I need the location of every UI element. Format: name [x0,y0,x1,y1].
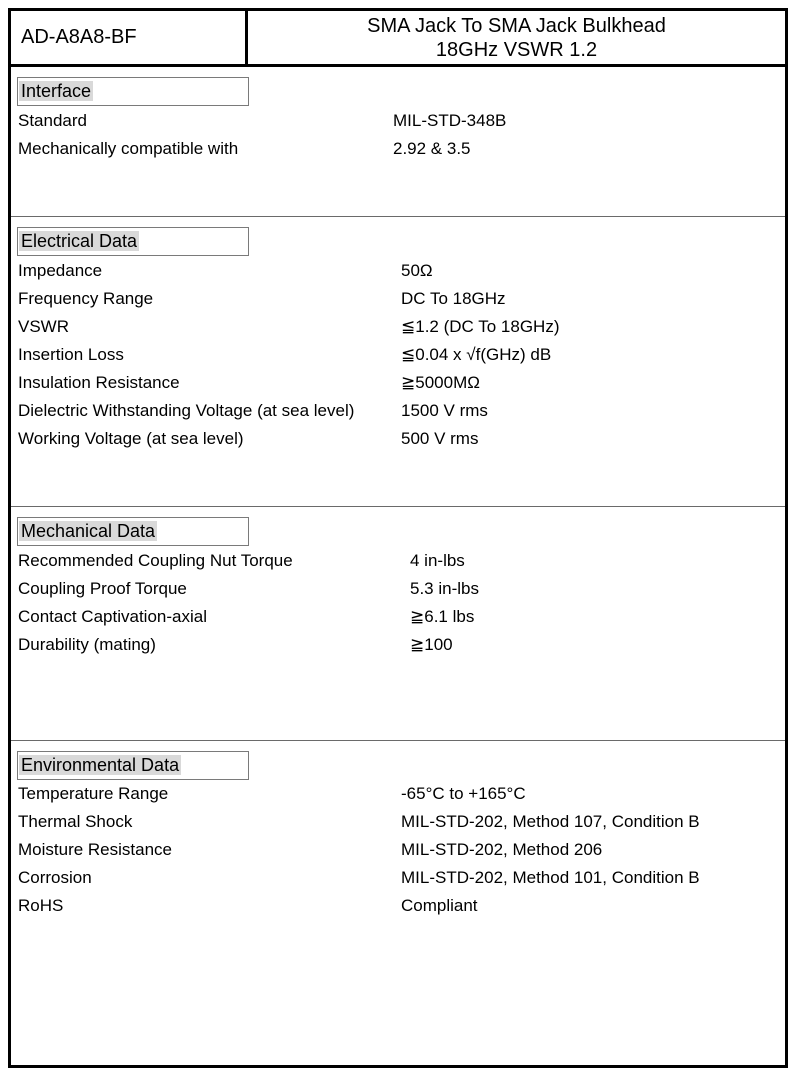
spec-label: VSWR [18,317,69,336]
spec-value: 2.92 & 3.5 [393,139,471,158]
spec-label: Corrosion [18,868,92,887]
spec-label: Insulation Resistance [18,373,180,392]
spec-value: 4 in-lbs [410,551,465,570]
spec-row [11,808,785,836]
spec-row [11,313,785,341]
electrical-section-title: Electrical Data [17,227,249,256]
spec-row [11,285,785,313]
spec-row [11,369,785,397]
spec-sheet [8,8,788,1068]
spec-label: Impedance [18,261,103,280]
mechanical-section [11,507,785,741]
spec-value: 50Ω [401,261,433,280]
spec-value: ≧5000MΩ [401,373,480,392]
spec-value: 5.3 in-lbs [410,579,479,598]
spec-label: RoHS [18,896,64,915]
electrical-section [11,217,785,507]
spec-row [11,892,785,920]
spec-value: ≧100 [410,635,453,654]
spec-label: Insertion Loss [18,345,124,364]
spec-label: Contact Captivation-axial [18,607,207,626]
product-title-line1: SMA Jack To SMA Jack Bulkhead [367,15,666,37]
spec-row [11,341,785,369]
spec-value: ≦1.2 (DC To 18GHz) [401,317,560,336]
spec-value: DC To 18GHz [401,289,506,308]
environmental-section-title: Environmental Data [17,751,249,780]
spec-row [11,575,785,603]
spec-value: 1500 V rms [401,401,488,420]
spec-label: Coupling Proof Torque [18,579,187,598]
spec-label: Thermal Shock [18,812,133,831]
spec-value: MIL-STD-202, Method 107, Condition B [401,812,700,831]
spec-row [11,631,785,659]
spec-label: Frequency Range [18,289,154,308]
product-title [248,11,785,64]
spec-value: MIL-STD-202, Method 206 [401,840,603,859]
product-title-line2: 18GHz VSWR 1.2 [435,39,598,61]
spec-row [11,425,785,453]
spec-row [11,547,785,575]
spec-label: Working Voltage (at sea level) [18,429,244,448]
spec-row [11,397,785,425]
spec-value: ≧6.1 lbs [410,607,475,626]
spec-label: Temperature Range [18,784,169,803]
interface-section [11,67,785,217]
spec-row [11,864,785,892]
interface-section-title: Interface [17,77,249,106]
spec-row [11,107,785,135]
header [11,11,785,67]
spec-value: ≦0.04 x √f(GHz) dB [401,345,552,364]
part-number: AD-A8A8-BF [11,11,248,64]
spec-row [11,135,785,163]
spec-label: Mechanically compatible with [18,139,239,158]
spec-value: Compliant [401,896,478,915]
spec-value: 500 V rms [401,429,479,448]
spec-row [11,780,785,808]
spec-label: Standard [18,111,87,130]
spec-label: Moisture Resistance [18,840,173,859]
mechanical-section-title: Mechanical Data [17,517,249,546]
spec-label: Dielectric Withstanding Voltage (at sea level) [18,401,355,420]
spec-value: -65°C to +165°C [401,784,526,803]
spec-row [11,603,785,631]
spec-label: Durability (mating) [18,635,156,654]
spec-value: MIL-STD-202, Method 101, Condition B [401,868,700,887]
spec-label: Recommended Coupling Nut Torque [18,551,293,570]
environmental-section [11,741,785,1065]
spec-row [11,257,785,285]
spec-value: MIL-STD-348B [393,111,507,130]
spec-row [11,836,785,864]
